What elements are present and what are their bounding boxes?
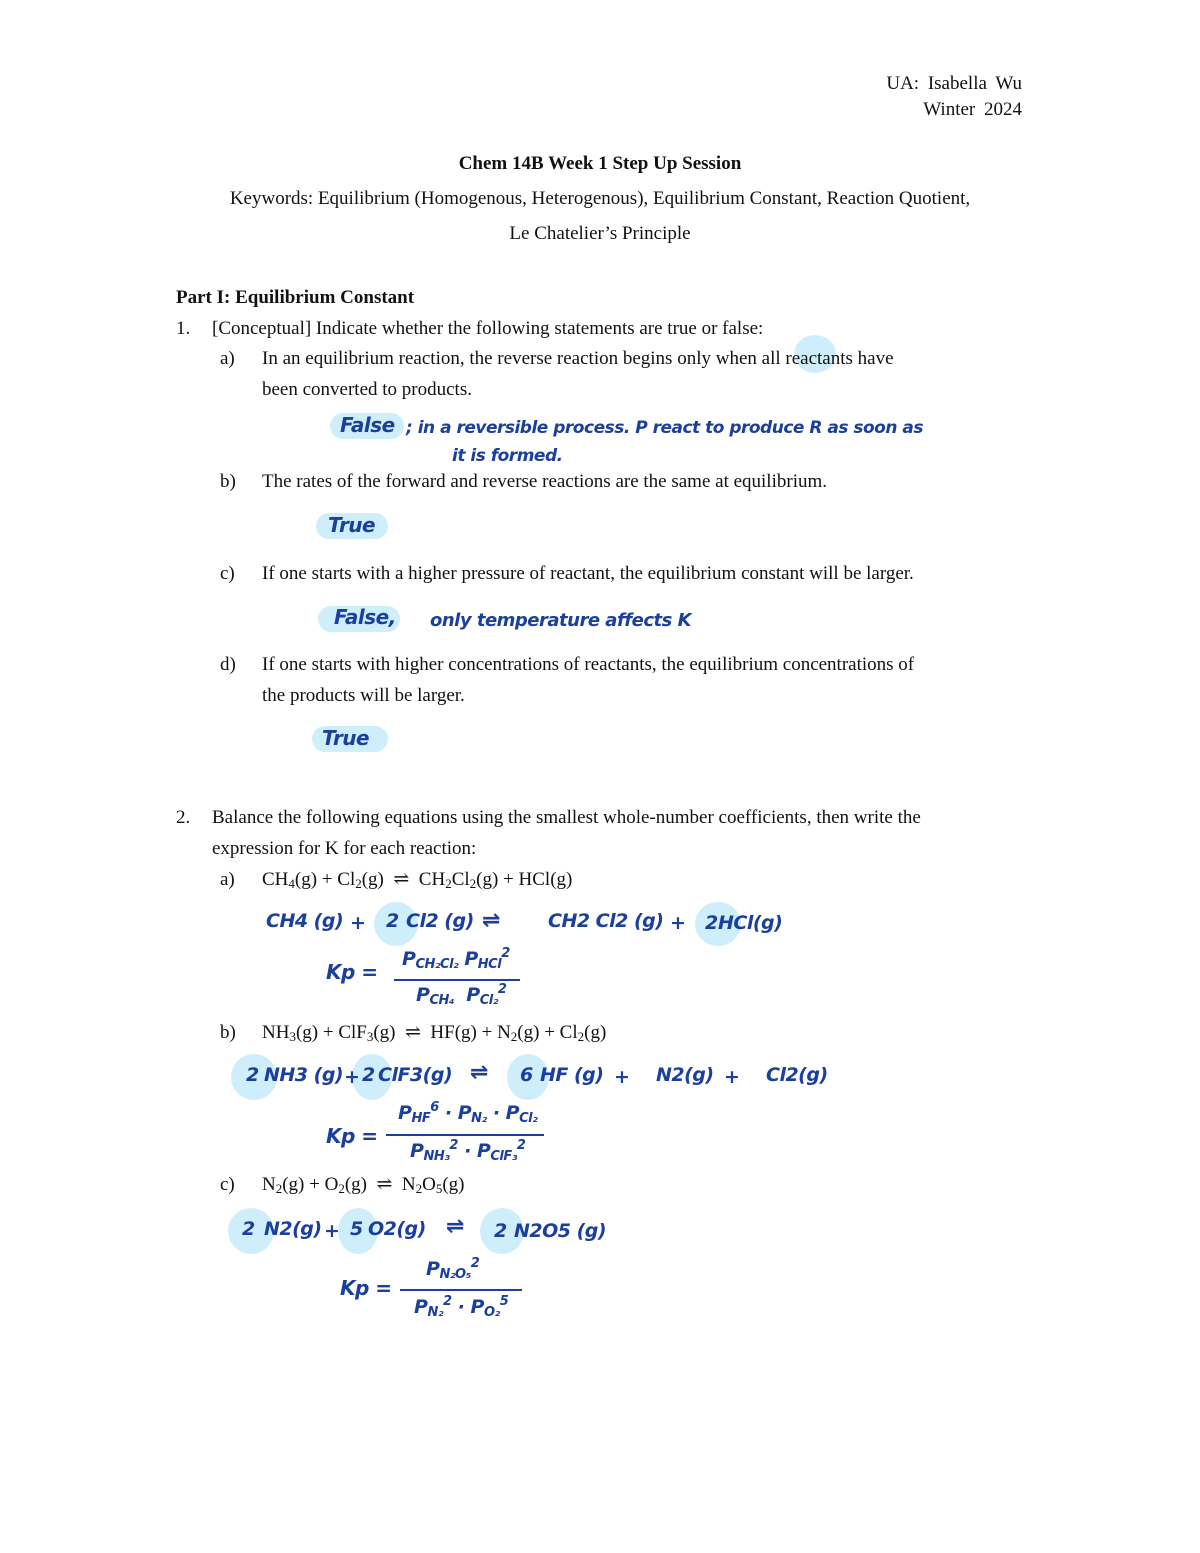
q2a-hw-term: CH2 Cl2 (g) xyxy=(548,910,664,932)
q2c-equation: $N_2(g) + O_2(g)$ ⇌ $N_2O_5(g)$ xyxy=(262,1174,465,1196)
q1d-label: d) xyxy=(220,654,236,675)
fraction-bar xyxy=(386,1134,544,1136)
part-1-heading: Part I: Equilibrium Constant xyxy=(176,287,415,308)
q2b-equation: $NH_3(g) + ClF_3(g)$ ⇌ $HF(g) + N_2(g) + Cl_2(g)$ xyxy=(262,1022,607,1044)
q1d-line-1: If one starts with higher concentrations of reactants, the equilibrium concentrations of xyxy=(262,654,915,675)
keywords-line-1: Keywords: Equilibrium (Homogenous, Heterogenous), Equilibrium Constant, Reaction Quotient, xyxy=(229,188,971,209)
q2-stem-1: Balance the following equations using the smallest whole-number coefficients, then write the xyxy=(212,807,921,828)
q2b-hw-term: N2(g) xyxy=(656,1064,714,1086)
q1a-line-2: been converted to products. xyxy=(262,379,472,400)
q2b-hw-op: + xyxy=(724,1066,740,1088)
q2c-den-exponent-1: 2 xyxy=(443,1294,452,1309)
keywords-line-2: Le Chatelier’s Principle xyxy=(509,223,691,244)
q2b-hw-term: Cl2(g) xyxy=(766,1064,828,1086)
q2c-hw-term: N2(g) xyxy=(264,1218,322,1240)
q2b-kp-numerator: $P_{HF}^6 \cdot P_{N_2} \cdot P_{Cl_2}$ xyxy=(398,1100,538,1126)
q1a-label: a) xyxy=(220,348,235,369)
q1b-answer-key: True xyxy=(328,513,376,537)
q2c-kp-denominator: $P_{N_2}^2 \cdot P_{O_2}^5$ xyxy=(414,1294,509,1320)
q2c-hw-term: N2O5 (g) xyxy=(514,1220,607,1242)
q2a-hw-term: Cl2 (g) xyxy=(406,910,474,932)
q1a-answer-text-1: ; in a reversible process. P react to produce R as soon as xyxy=(406,418,923,438)
q2c-hw-term: O2(g) xyxy=(368,1218,426,1240)
q2b-den-exponent-2: 2 xyxy=(516,1138,526,1153)
q1-number: 1. xyxy=(176,318,191,339)
q2b-hw-coef: 2 xyxy=(246,1064,259,1086)
q1c-answer-key: False, xyxy=(334,605,396,629)
q2b-kp-denominator: $P_{NH_3}^2 \cdot P_{ClF_3}^2$ xyxy=(410,1138,526,1164)
q2c-hw-coef: 5 xyxy=(350,1218,363,1240)
q2c-label: c) xyxy=(220,1174,235,1195)
q2a-den-exponent: 2 xyxy=(497,982,507,997)
q2-number: 2. xyxy=(176,807,191,828)
q1a-answer-text-2: it is formed. xyxy=(452,446,563,466)
q2b-kp-label: Kp = xyxy=(326,1124,378,1148)
fraction-bar xyxy=(394,979,520,981)
q1c-answer-text-1: only temperature affects K xyxy=(430,610,692,631)
q2a-kp-numerator: $P_{CH_2Cl_2}$ $P_{HCl}^2$ xyxy=(402,946,510,972)
ua-name: UA: Isabella Wu xyxy=(886,73,1022,94)
q1b-line-1: The rates of the forward and reverse reactions are the same at equilibrium. xyxy=(262,471,827,492)
q2a-hw-op: + xyxy=(670,912,686,934)
q2b-label: b) xyxy=(220,1022,236,1043)
q2a-hw-arrow: ⇌ xyxy=(482,908,500,933)
q2a-hw-coef: 2 xyxy=(705,912,718,934)
q2-stem-2: expression for K for each reaction: xyxy=(212,838,477,859)
q2b-hw-coef: 6 xyxy=(520,1064,533,1086)
q2b-num-exponent: 6 xyxy=(430,1100,439,1115)
q2c-hw-coef: 2 xyxy=(494,1220,507,1242)
q2a-equation: $CH_4(g) + Cl_2(g)$ ⇌ $CH_2Cl_2(g) + HCl(g)$ xyxy=(262,869,573,891)
q2a-num-exponent: 2 xyxy=(501,946,510,961)
q1c-line-1: If one starts with a higher pressure of reactant, the equilibrium constant will be larger. xyxy=(262,563,914,584)
fraction-bar xyxy=(400,1289,522,1291)
q2b-hw-arrow: ⇌ xyxy=(470,1060,488,1085)
q2b-hw-term: HF (g) xyxy=(540,1064,604,1086)
q2a-kp-label: Kp = xyxy=(326,960,378,984)
q2c-hw-arrow: ⇌ xyxy=(446,1214,464,1239)
q2c-kp-numerator: $P_{N_2O_5}^2$ xyxy=(426,1256,480,1282)
q2a-kp-denominator: $P_{CH_4}$ $P_{Cl_2}^2$ xyxy=(416,982,507,1008)
q1b-label: b) xyxy=(220,471,236,492)
q1d-line-2: the products will be larger. xyxy=(262,685,465,706)
q2b-hw-op: + xyxy=(344,1066,360,1088)
q2c-hw-op: + xyxy=(324,1220,340,1242)
q2b-hw-term: NH3 (g) xyxy=(264,1064,344,1086)
q2a-hw-op: + xyxy=(350,912,366,934)
q2a-hw-term: HCl(g) xyxy=(718,912,783,934)
q2c-hw-coef: 2 xyxy=(242,1218,255,1240)
q2b-den-exponent-1: 2 xyxy=(449,1138,458,1153)
q2c-den-exponent-2: 5 xyxy=(499,1294,509,1309)
q1a-answer-key: False xyxy=(340,413,395,437)
q2b-hw-op: + xyxy=(614,1066,630,1088)
q1d-answer-key: True xyxy=(322,726,370,750)
q1-stem: [Conceptual] Indicate whether the following statements are true or false: xyxy=(212,318,764,339)
q1a-line-1: In an equilibrium reaction, the reverse reaction begins only when all reactants have xyxy=(262,348,894,369)
page-title: Chem 14B Week 1 Step Up Session xyxy=(458,153,742,174)
q2c-kp-label: Kp = xyxy=(340,1276,392,1300)
q2c-num-exponent: 2 xyxy=(470,1256,480,1271)
q1c-label: c) xyxy=(220,563,235,584)
q2b-hw-coef: 2 xyxy=(362,1064,375,1086)
q2a-label: a) xyxy=(220,869,235,890)
q2a-hw-term: CH4 (g) xyxy=(266,910,344,932)
term: Winter 2024 xyxy=(923,99,1022,120)
q2a-hw-coef: 2 xyxy=(386,910,399,932)
q2b-hw-term: ClF3(g) xyxy=(378,1064,453,1086)
